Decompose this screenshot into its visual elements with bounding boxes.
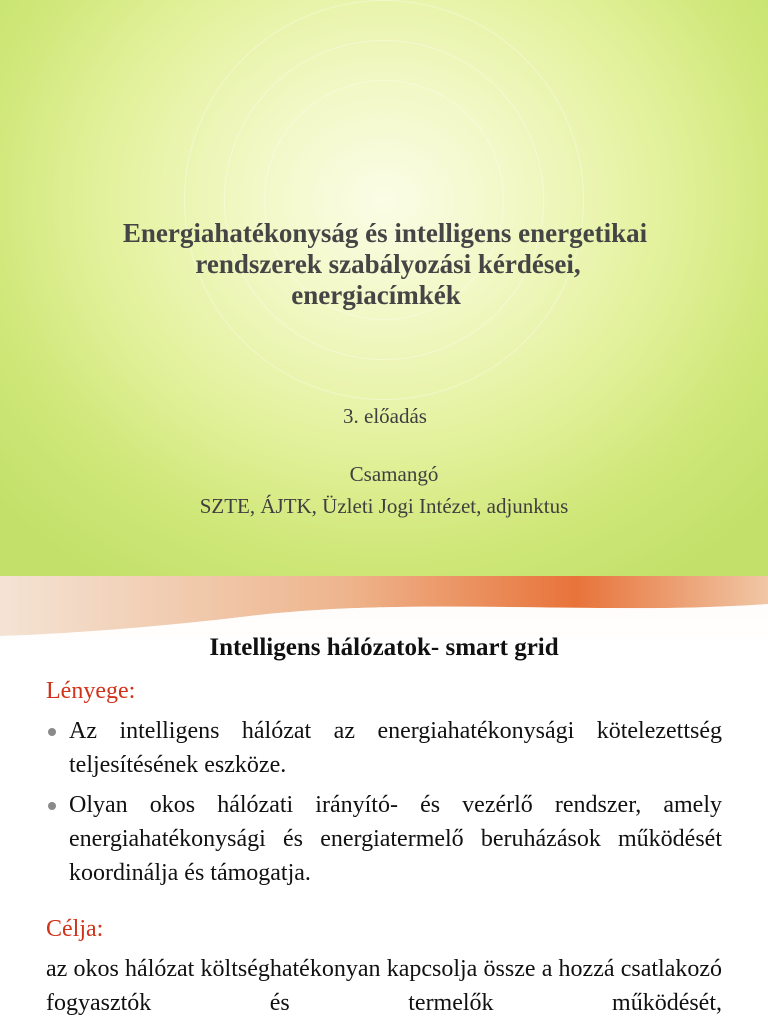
- bullet-text: Az intelligens hálózat az energiahatékonysági kötelezettség teljesítésének eszköze.: [69, 718, 722, 778]
- section-heading: Lényege:: [46, 678, 136, 704]
- bullet-item: [46, 788, 722, 890]
- bullet-icon: [48, 728, 56, 736]
- author-name: Csamangó: [349, 462, 439, 486]
- section-heading: Célja:: [46, 916, 104, 942]
- decorative-wave-band: [0, 576, 768, 640]
- body-paragraph: az okos hálózat költséghatékonyan kapcsolja össze a hozzá csatlakozó fogyasztók és termelők működését,: [46, 956, 722, 1016]
- title-line: rendszerek szabályozási kérdései,: [195, 249, 581, 279]
- slide-body: [46, 674, 722, 1020]
- lecture-number: 3. előadás: [343, 404, 427, 428]
- bullet-icon: [48, 802, 56, 810]
- content-slide: [0, 576, 768, 1024]
- author-affiliation: SZTE, ÁJTK, Üzleti Jogi Intézet, adjunktus: [199, 494, 569, 518]
- title-line: Energiahatékonyság és intelligens energetikai: [122, 218, 648, 248]
- bullet-item: [46, 714, 722, 782]
- slide-title: Intelligens hálózatok- smart grid: [209, 634, 559, 661]
- presentation-title: [60, 218, 710, 311]
- title-line: energiacímkék: [291, 280, 461, 310]
- bullet-text: Olyan okos hálózati irányító- és vezérlő rendszer, amely energiahatékonysági és energiatermelő beruházások működését koordinálja és támogatja.: [69, 792, 722, 886]
